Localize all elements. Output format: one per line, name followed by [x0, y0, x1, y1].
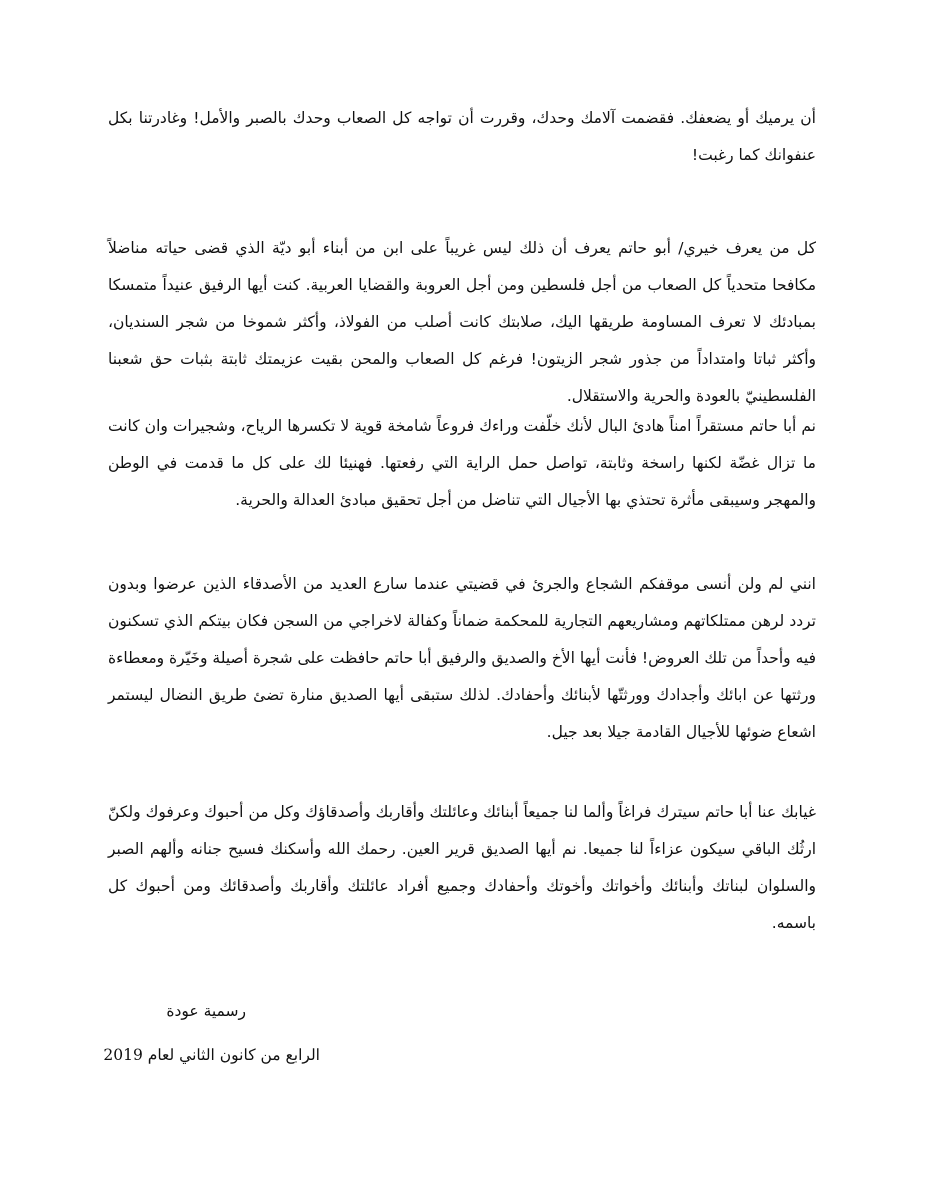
paragraph-1: أن يرميك أو يضعفك. فقضمت آلامك وحدك، وقررت أن تواجه كل الصعاب وحدك بالصبر والأمل! وغادرتنا بكل عنفوانك كما رغبت!: [108, 109, 816, 164]
paragraph-4: انني لم ولن أنسى موقفكم الشجاع والجرئ في قضيتي عندما سارع العديد من الأصدقاء الذين عرضوا وبدون تردد لرهن ممتلكاتهم ومشاريعهم التجارية للمحكمة ضماناً وكفالة لاخراجي من السجن فكان بيتكم الذي تسكنون فيه وأحداً من تلك العروض! فأنت أيها الأخ والصديق والرفيق أبا حاتم حافظت على شجرة أصيلة وخَيّرة ومعطاءة ورثتها عن ابائك وأجدادك وورثتّها لأبنائك وأحفادك. لذلك ستبقى أيها الصديق منارة تضئ طريق النضال ليستمر اشعاع ضوئها للأجيال القادمة جيلا بعد جيل.: [108, 575, 816, 741]
paragraph-5: غيابك عنا أبا حاتم سيترك فراغاً وألما لنا جميعاً أبنائك وعائلتك وأقاربك وأصدقاؤك وكل من أحبوك وعرفوك ولكنّ ارثُك الباقي سيكون عزاءاً لنا جميعا. نم أيها الصديق قرير العين. رحمك الله وأسكنك فسيح جنانه وألهم الصبر والسلوان لبناتك وأبنائك وأخواتك وأخوتك وأحفادك وجميع أفراد عائلتك وأقاربك وأصدقائك ومن أحبوك كل باسمه.: [108, 803, 816, 932]
signature-name: رسمية عودة: [166, 1002, 246, 1020]
paragraph-2: كل من يعرف خيري/ أبو حاتم يعرف أن ذلك ليس غريباً على ابن من أبناء أبو ديّة الذي قضى حياته مناضلاً مكافحا متحدياً كل الصعاب من أجل فلسطين ومن أجل العروبة والقضايا العربية. كنت أيها الرفيق عنيداً متمسكا بمبادئك لا تعرف المساومة طريقها اليك، صلابتك كانت أصلب من الفولاذ، وأكثر شموخا من شجر السنديان، وأكثر ثباتا وامتداداً من جذور شجر الزيتون! فرغم كل الصعاب والمحن بقيت عزيمتك ثابتة بثبات حق شعبنا الفلسطينيّ بالعودة والحرية والاستقلال.: [108, 239, 816, 405]
letter-date: الرابع من كانون الثاني لعام 2019: [103, 1046, 320, 1064]
paragraph-3: نم أبا حاتم مستقراً امناً هادئ البال لأنك خلّفت وراءك فروعاً شامخة قوية لا تكسرها الرياح، وشجيرات وان كانت ما تزال غضّة لكنها راسخة وثابتة، تواصل حمل الراية التي رفعتها. فهنيئا لك على كل ما قدمت في الوطن والمهجر وسيبقى مأثرة تحتذي بها الأجيال التي تناضل من أجل تحقيق مبادئ العدالة والحرية.: [108, 417, 816, 509]
